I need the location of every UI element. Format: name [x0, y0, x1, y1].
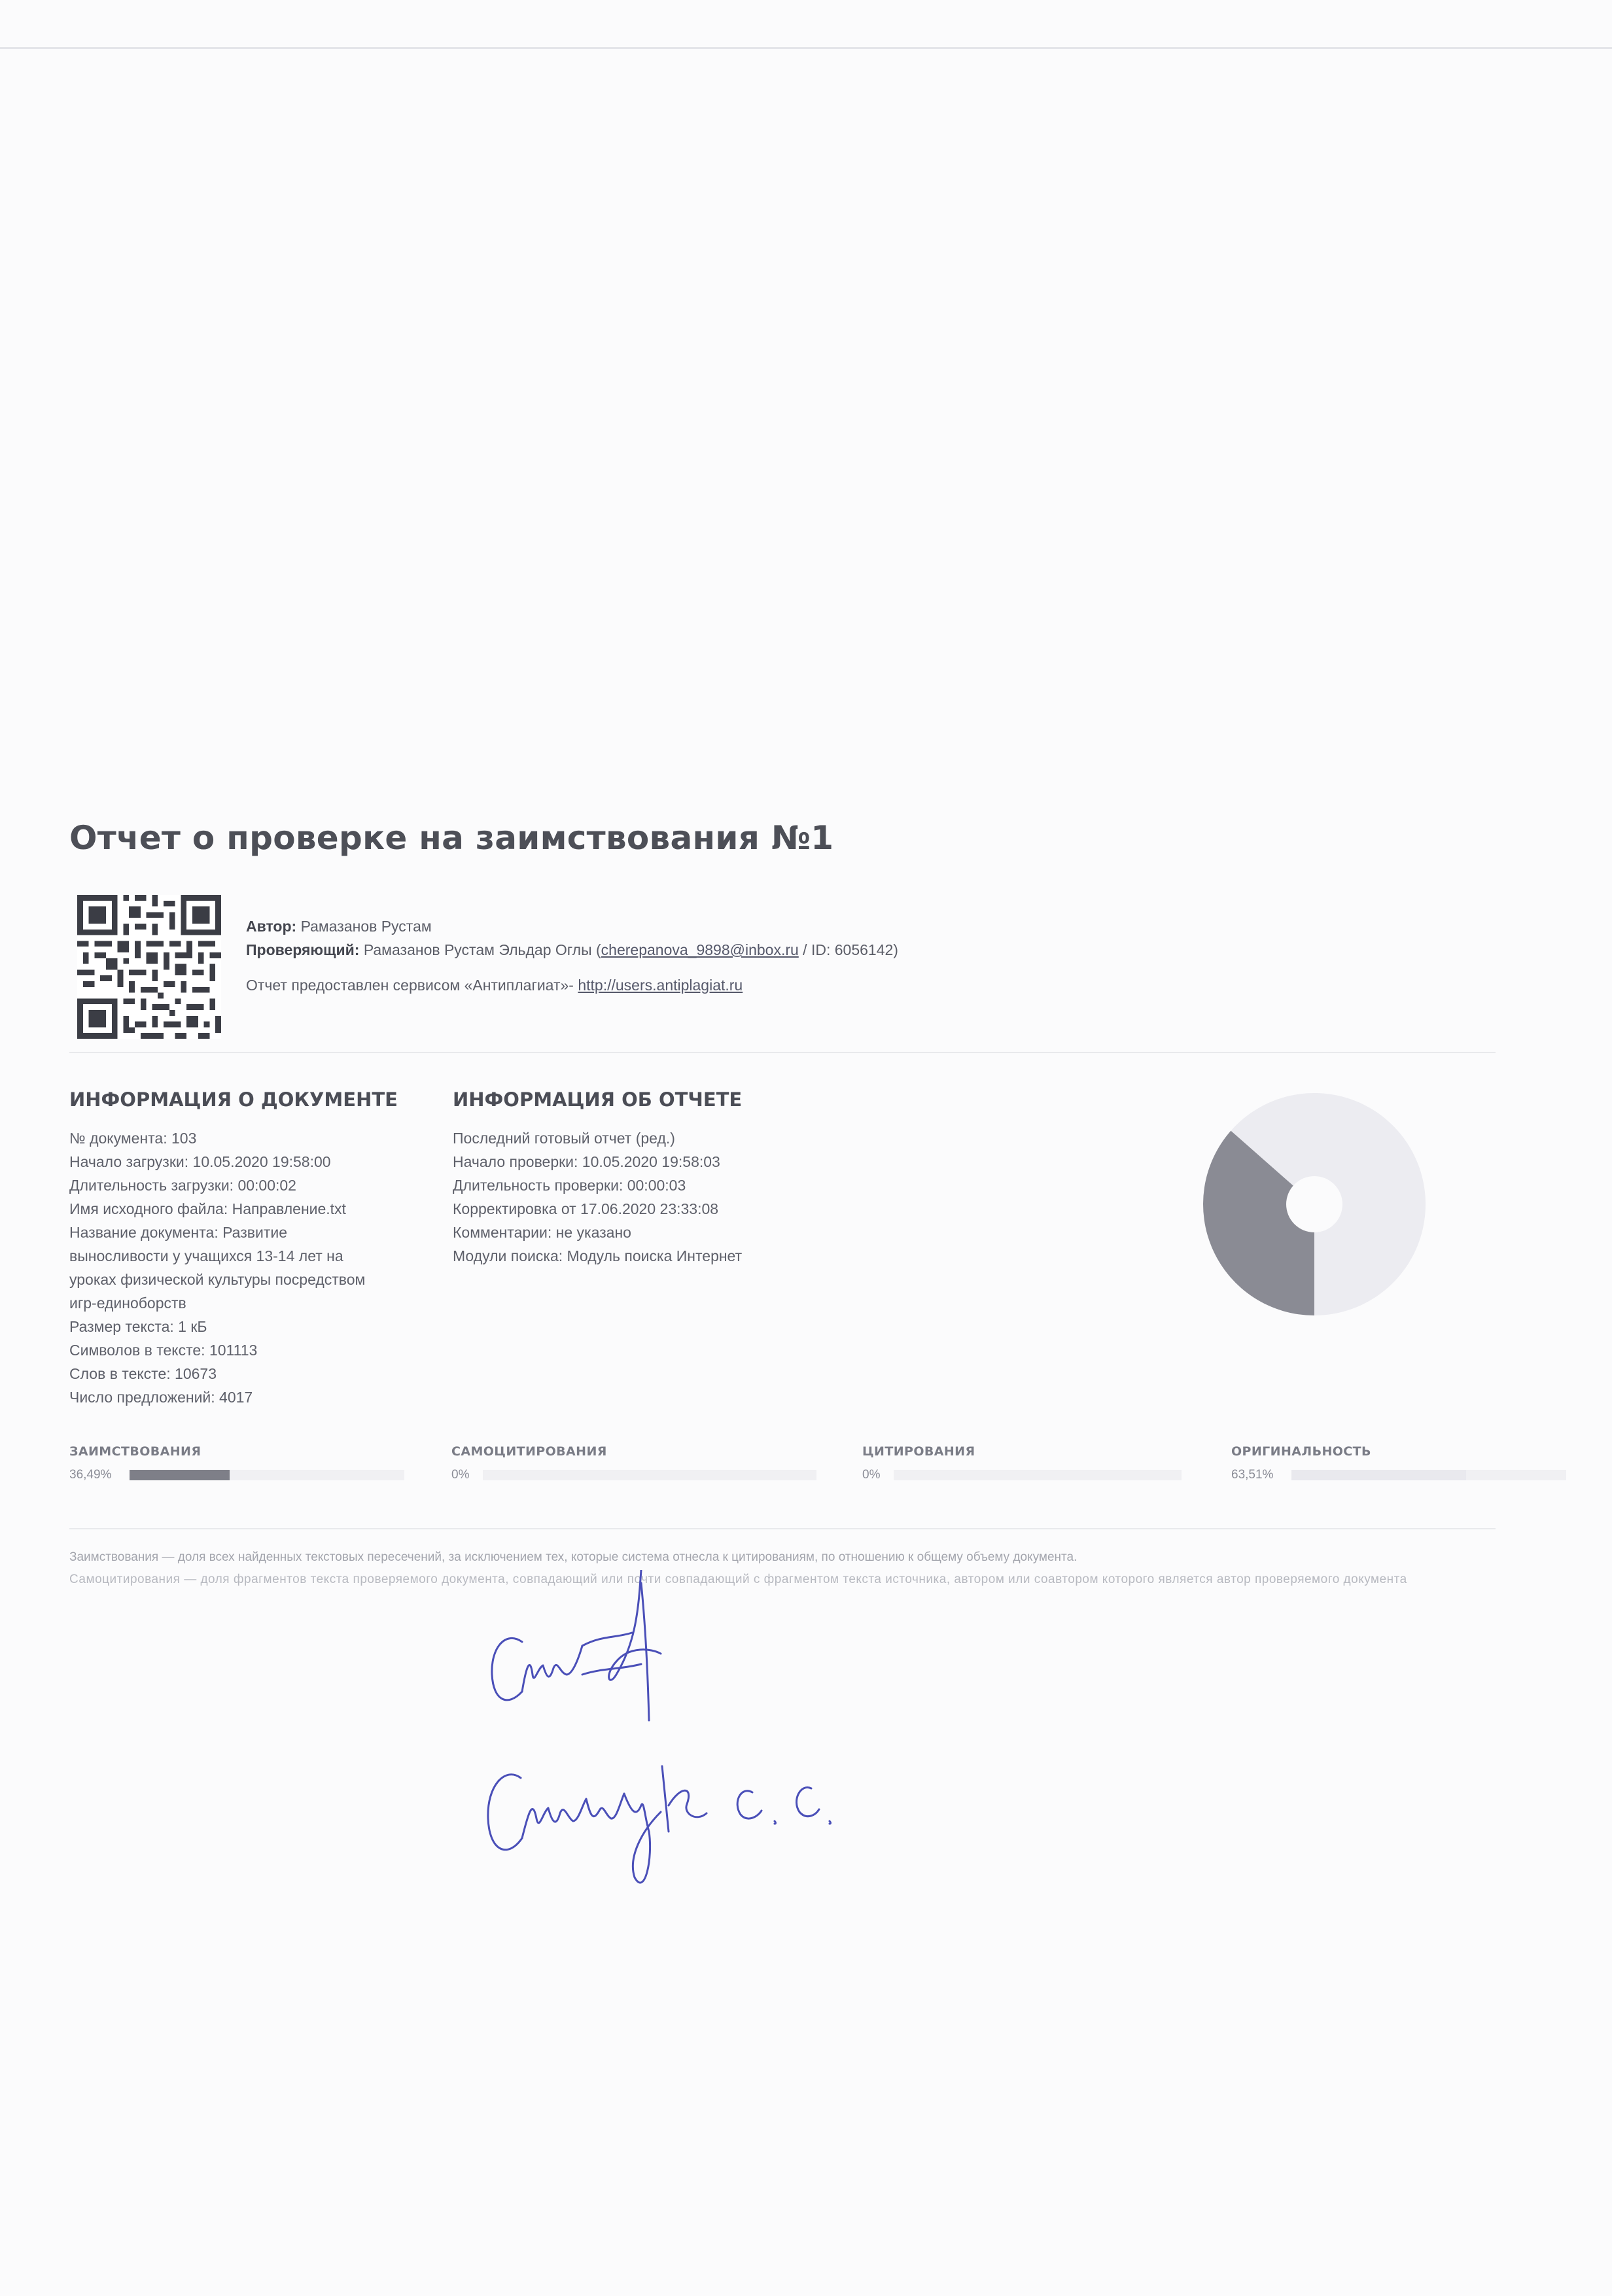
author-line: [246, 914, 898, 938]
checker-id: / ID: 6056142): [798, 941, 898, 958]
document-info-line: Символов в тексте: 101113: [69, 1342, 258, 1359]
metric-borrowing-bar: [130, 1470, 404, 1480]
handwritten-signature: [445, 1570, 890, 1910]
document-info-line: Имя исходного файла: Направление.txt: [69, 1200, 346, 1217]
document-info-heading: ИНФОРМАЦИЯ О ДОКУМЕНТЕ: [69, 1088, 398, 1111]
report-info-line: Начало проверки: 10.05.2020 19:58:03: [453, 1153, 720, 1170]
checker-line: [246, 938, 898, 962]
author-label: Автор:: [246, 918, 297, 935]
metric-borrowing: [69, 1444, 404, 1482]
metric-self-citation-label: САМОЦИТИРОВАНИЯ: [451, 1444, 607, 1459]
metric-citation-bar: [894, 1470, 1182, 1480]
service-line: [246, 973, 898, 997]
report-info-line: Комментарии: не указано: [453, 1224, 631, 1241]
service-text: Отчет предоставлен сервисом «Антиплагиат»-: [246, 977, 578, 994]
document-info-line: Число предложений: 4017: [69, 1389, 253, 1406]
metric-borrowing-value: 36,49%: [69, 1468, 112, 1482]
service-link[interactable]: http://users.antiplagiat.ru: [578, 977, 743, 994]
metric-self-citation: [451, 1444, 816, 1482]
document-info-line: № документа: 103: [69, 1130, 197, 1147]
metric-originality-value: 63,51%: [1231, 1468, 1274, 1482]
page-top-edge: [0, 47, 1612, 49]
metric-borrowing-fill: [130, 1470, 230, 1480]
author-value: Рамазанов Рустам: [300, 918, 432, 935]
document-info-line: Длительность загрузки: 00:00:02: [69, 1177, 296, 1194]
metric-originality-label: ОРИГИНАЛЬНОСТЬ: [1231, 1444, 1371, 1459]
footnote-line: Самоцитирования — доля фрагментов текста проверяемого документа, совпадающий или почти совпадающий с фрагментом текста источника, автором или соавтором которого является автор проверяемого документа: [69, 1573, 1407, 1586]
metric-citation-value: 0%: [862, 1468, 881, 1482]
report-info-line: Модули поиска: Модуль поиска Интернет: [453, 1247, 743, 1264]
document-info-line: Размер текста: 1 кБ: [69, 1318, 207, 1335]
checker-email-link[interactable]: cherepanova_9898@inbox.ru: [601, 941, 799, 958]
checker-name: Рамазанов Рустам Эльдар Оглы (: [363, 941, 601, 958]
document-info-line: Название документа: Развитие: [69, 1224, 287, 1241]
document-info-line: уроках физической культуры посредством: [69, 1271, 366, 1288]
metric-citation-label: ЦИТИРОВАНИЯ: [862, 1444, 975, 1459]
report-header-info: [246, 914, 898, 997]
report-info-line: Корректировка от 17.06.2020 23:33:08: [453, 1200, 719, 1217]
metric-borrowing-label: ЗАИМСТВОВАНИЯ: [69, 1444, 202, 1459]
metric-citation: [862, 1444, 1182, 1482]
qr-code-icon: [77, 895, 221, 1039]
report-info-line: Длительность проверки: 00:00:03: [453, 1177, 686, 1194]
report-info-heading: ИНФОРМАЦИЯ ОБ ОТЧЕТЕ: [453, 1088, 743, 1111]
checker-label: Проверяющий:: [246, 941, 360, 958]
report-info-line: Последний готовый отчет (ред.): [453, 1130, 675, 1147]
metric-originality-bar: [1291, 1470, 1566, 1480]
document-info-line: игр-единоборств: [69, 1295, 186, 1312]
document-info-list: [69, 1126, 365, 1409]
metric-self-citation-bar: [483, 1470, 816, 1480]
header-divider: [69, 1052, 1496, 1053]
donut-hole: [1286, 1176, 1342, 1232]
document-info-line: Слов в тексте: 10673: [69, 1365, 217, 1382]
metric-originality: [1231, 1444, 1566, 1482]
originality-donut-chart: [1200, 1090, 1429, 1319]
report-info-list: [453, 1126, 742, 1268]
report-title: Отчет о проверке на заимствования №1: [69, 819, 834, 857]
document-info-line: выносливости у учащихся 13-14 лет на: [69, 1247, 343, 1264]
footnote-line: Заимствования — доля всех найденных текстовых пересечений, за исключением тех, которые система отнесла к цитированиям, по отношению к общему объему документа.: [69, 1550, 1078, 1564]
document-info-line: Начало загрузки: 10.05.2020 19:58:00: [69, 1153, 331, 1170]
metric-self-citation-value: 0%: [451, 1468, 470, 1482]
metric-originality-fill: [1291, 1470, 1466, 1480]
metrics-divider: [69, 1528, 1496, 1529]
